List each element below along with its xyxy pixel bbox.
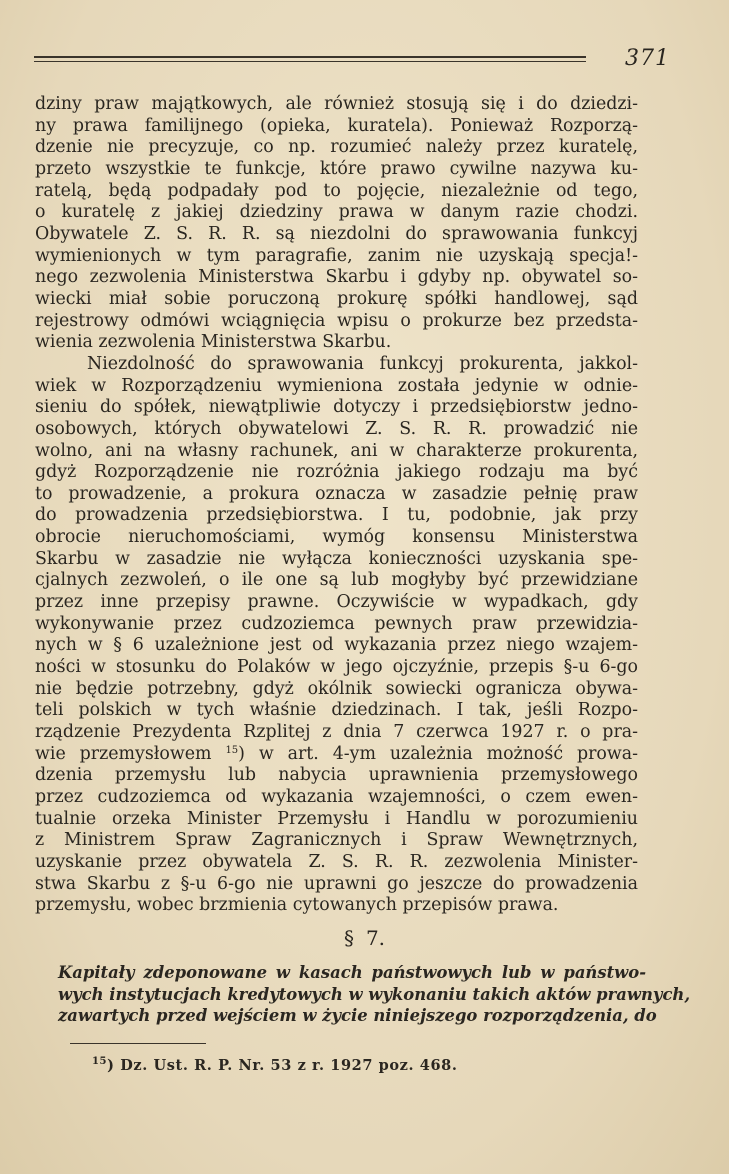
text-line: teli polskich w tych właśnie dziedzinach. I tak, jeśli Rozpo- bbox=[35, 700, 638, 721]
italic-line: wych instytucjach kredytowych w wykonaniu takich aktów prawnych, bbox=[58, 984, 691, 1004]
text-line: wienia zezwolenia Ministerstwa Skarbu. bbox=[35, 332, 392, 353]
text-line: przez cudzoziemca od wykazania wzajemności, o czem ewen- bbox=[35, 787, 638, 807]
text-line: wymienionych w tym paragrafie, zanim nie uzyskają specja!- bbox=[35, 245, 638, 266]
text-line: wiecki miał sobie poruczoną prokurę spółki handlowej, sąd bbox=[35, 288, 638, 309]
text-line: wykonywanie przez cudzoziemca pewnych praw przewidzia- bbox=[35, 613, 638, 634]
footnote-mark: 15 bbox=[92, 1056, 108, 1067]
paragraph-start: Niezdolność do sprawowania funkcyj prokurenta, jakkol- bbox=[87, 353, 638, 374]
text-line: to prowadzenie, a prokura oznacza w zasadzie pełnię praw bbox=[35, 483, 638, 504]
text-line: o kuratelę z jakiej dziedziny prawa w danym razie chodzi. bbox=[35, 202, 638, 223]
text-line: wolno, ani na własny rachunek, ani w charakterze prokurenta, bbox=[35, 440, 638, 461]
italic-line: zawartych przed wejściem w życie niniejszego rozporządzenia, do bbox=[58, 1006, 657, 1025]
text-line: gdyż Rozporządzenie nie rozróżnia jakiego rodzaju ma być bbox=[35, 462, 638, 483]
body-text bbox=[35, 94, 638, 917]
text-line: wiek w Rozporządzeniu wymieniona została jedynie w odnie- bbox=[35, 375, 638, 396]
text-line: przemysłu, wobec brzmienia cytowanych przepisów prawa. bbox=[35, 895, 559, 916]
footnote-text: ) Dz. Ust. R. P. Nr. 53 z r. 1927 poz. 468. bbox=[107, 1057, 458, 1074]
text-line: dzenie nie precyzuje, co np. rozumieć należy przez kuratelę, bbox=[35, 137, 638, 158]
text-line: rejestrowy odmówi wciągnięcia wpisu o prokurze bez przedsta- bbox=[35, 310, 638, 331]
text-line: dzenia przemysłu lub nabycia uprawnienia przemysłowego bbox=[35, 765, 638, 786]
section-heading bbox=[0, 926, 729, 950]
text-line: stwa Skarbu z §-u 6-go nie uprawni go jeszcze do prowadzenia bbox=[35, 873, 638, 894]
text-line: nego zezwolenia Ministerstwa Skarbu i gdyby np. obywatel so- bbox=[35, 267, 638, 288]
text-line: rządzenie Prezydenta Rzplitej z dnia 7 czerwca 1927 r. o pra- bbox=[35, 722, 638, 743]
text-line: przeto wszystkie te funkcje, które prawo cywilne nazywa ku- bbox=[35, 158, 638, 179]
text-line: cjalnych zezwoleń, o ile one są lub mogłyby być przewidziane bbox=[35, 570, 638, 591]
text-line: sieniu do spółek, niewątpliwie dotyczy i przedsiębiorstw jedno- bbox=[35, 397, 638, 418]
text-fragment: ) w art. 4-ym uzależnia możność prowa- bbox=[238, 743, 638, 764]
text-line-with-footnote bbox=[35, 744, 638, 766]
footnote-reference[interactable]: 15 bbox=[225, 744, 239, 756]
text-line: nie będzie potrzebny, gdyż okólnik sowiecki ogranicza obywa- bbox=[35, 678, 638, 699]
text-line: ności w stosunku do Polaków w jego ojczyźnie, przepis §-u 6-go bbox=[35, 657, 638, 678]
page-header bbox=[34, 48, 670, 72]
text-line: ny prawa familijnego (opieka, kuratela). Ponieważ Rozporzą- bbox=[35, 115, 638, 136]
text-line: obrocie nieruchomościami, wymóg konsensu Ministerstwa bbox=[35, 527, 638, 548]
page-number: 371 bbox=[625, 46, 670, 71]
text-line: przez inne przepisy prawne. Oczywiście w wypadkach, gdy bbox=[35, 592, 638, 613]
text-line: Skarbu w zasadzie nie wyłącza konieczności uzyskania spe- bbox=[35, 548, 638, 569]
footnote bbox=[92, 1057, 458, 1074]
header-rule-thick bbox=[34, 56, 586, 58]
footnote-divider bbox=[70, 1043, 206, 1044]
section-italic-text bbox=[58, 962, 691, 1027]
header-rule-thin bbox=[34, 61, 586, 62]
text-line: z Ministrem Spraw Zagranicznych i Spraw Wewnętrznych, bbox=[35, 830, 638, 851]
text-line: dziny praw majątkowych, ale również stosują się i do dziedzi- bbox=[35, 94, 638, 114]
text-line: tualnie orzeka Minister Przemysłu i Handlu w porozumieniu bbox=[35, 808, 638, 829]
text-line: do prowadzenia przedsiębiorstwa. I tu, podobnie, jak przy bbox=[35, 505, 638, 526]
text-fragment: wie przemysłowem bbox=[35, 743, 212, 764]
text-line: Obywatele Z. S. R. R. są niezdolni do sprawowania funkcyj bbox=[35, 223, 638, 244]
text-line: nych w § 6 uzależnione jest od wykazania przez niego wzajem- bbox=[35, 635, 638, 656]
italic-line: Kapitały zdeponowane w kasach państwowych lub w państwo- bbox=[58, 963, 646, 982]
text-line: uzyskanie przez obywatela Z. S. R. R. zezwolenia Minister- bbox=[35, 851, 638, 872]
text-line: ratelą, będą podpadały pod to pojęcie, niezależnie od tego, bbox=[35, 180, 638, 201]
section-number: 7. bbox=[365, 926, 386, 950]
text-line: osobowych, których obywatelowi Z. S. R. R. prowadzić nie bbox=[35, 418, 638, 439]
section-symbol: § bbox=[343, 926, 354, 950]
